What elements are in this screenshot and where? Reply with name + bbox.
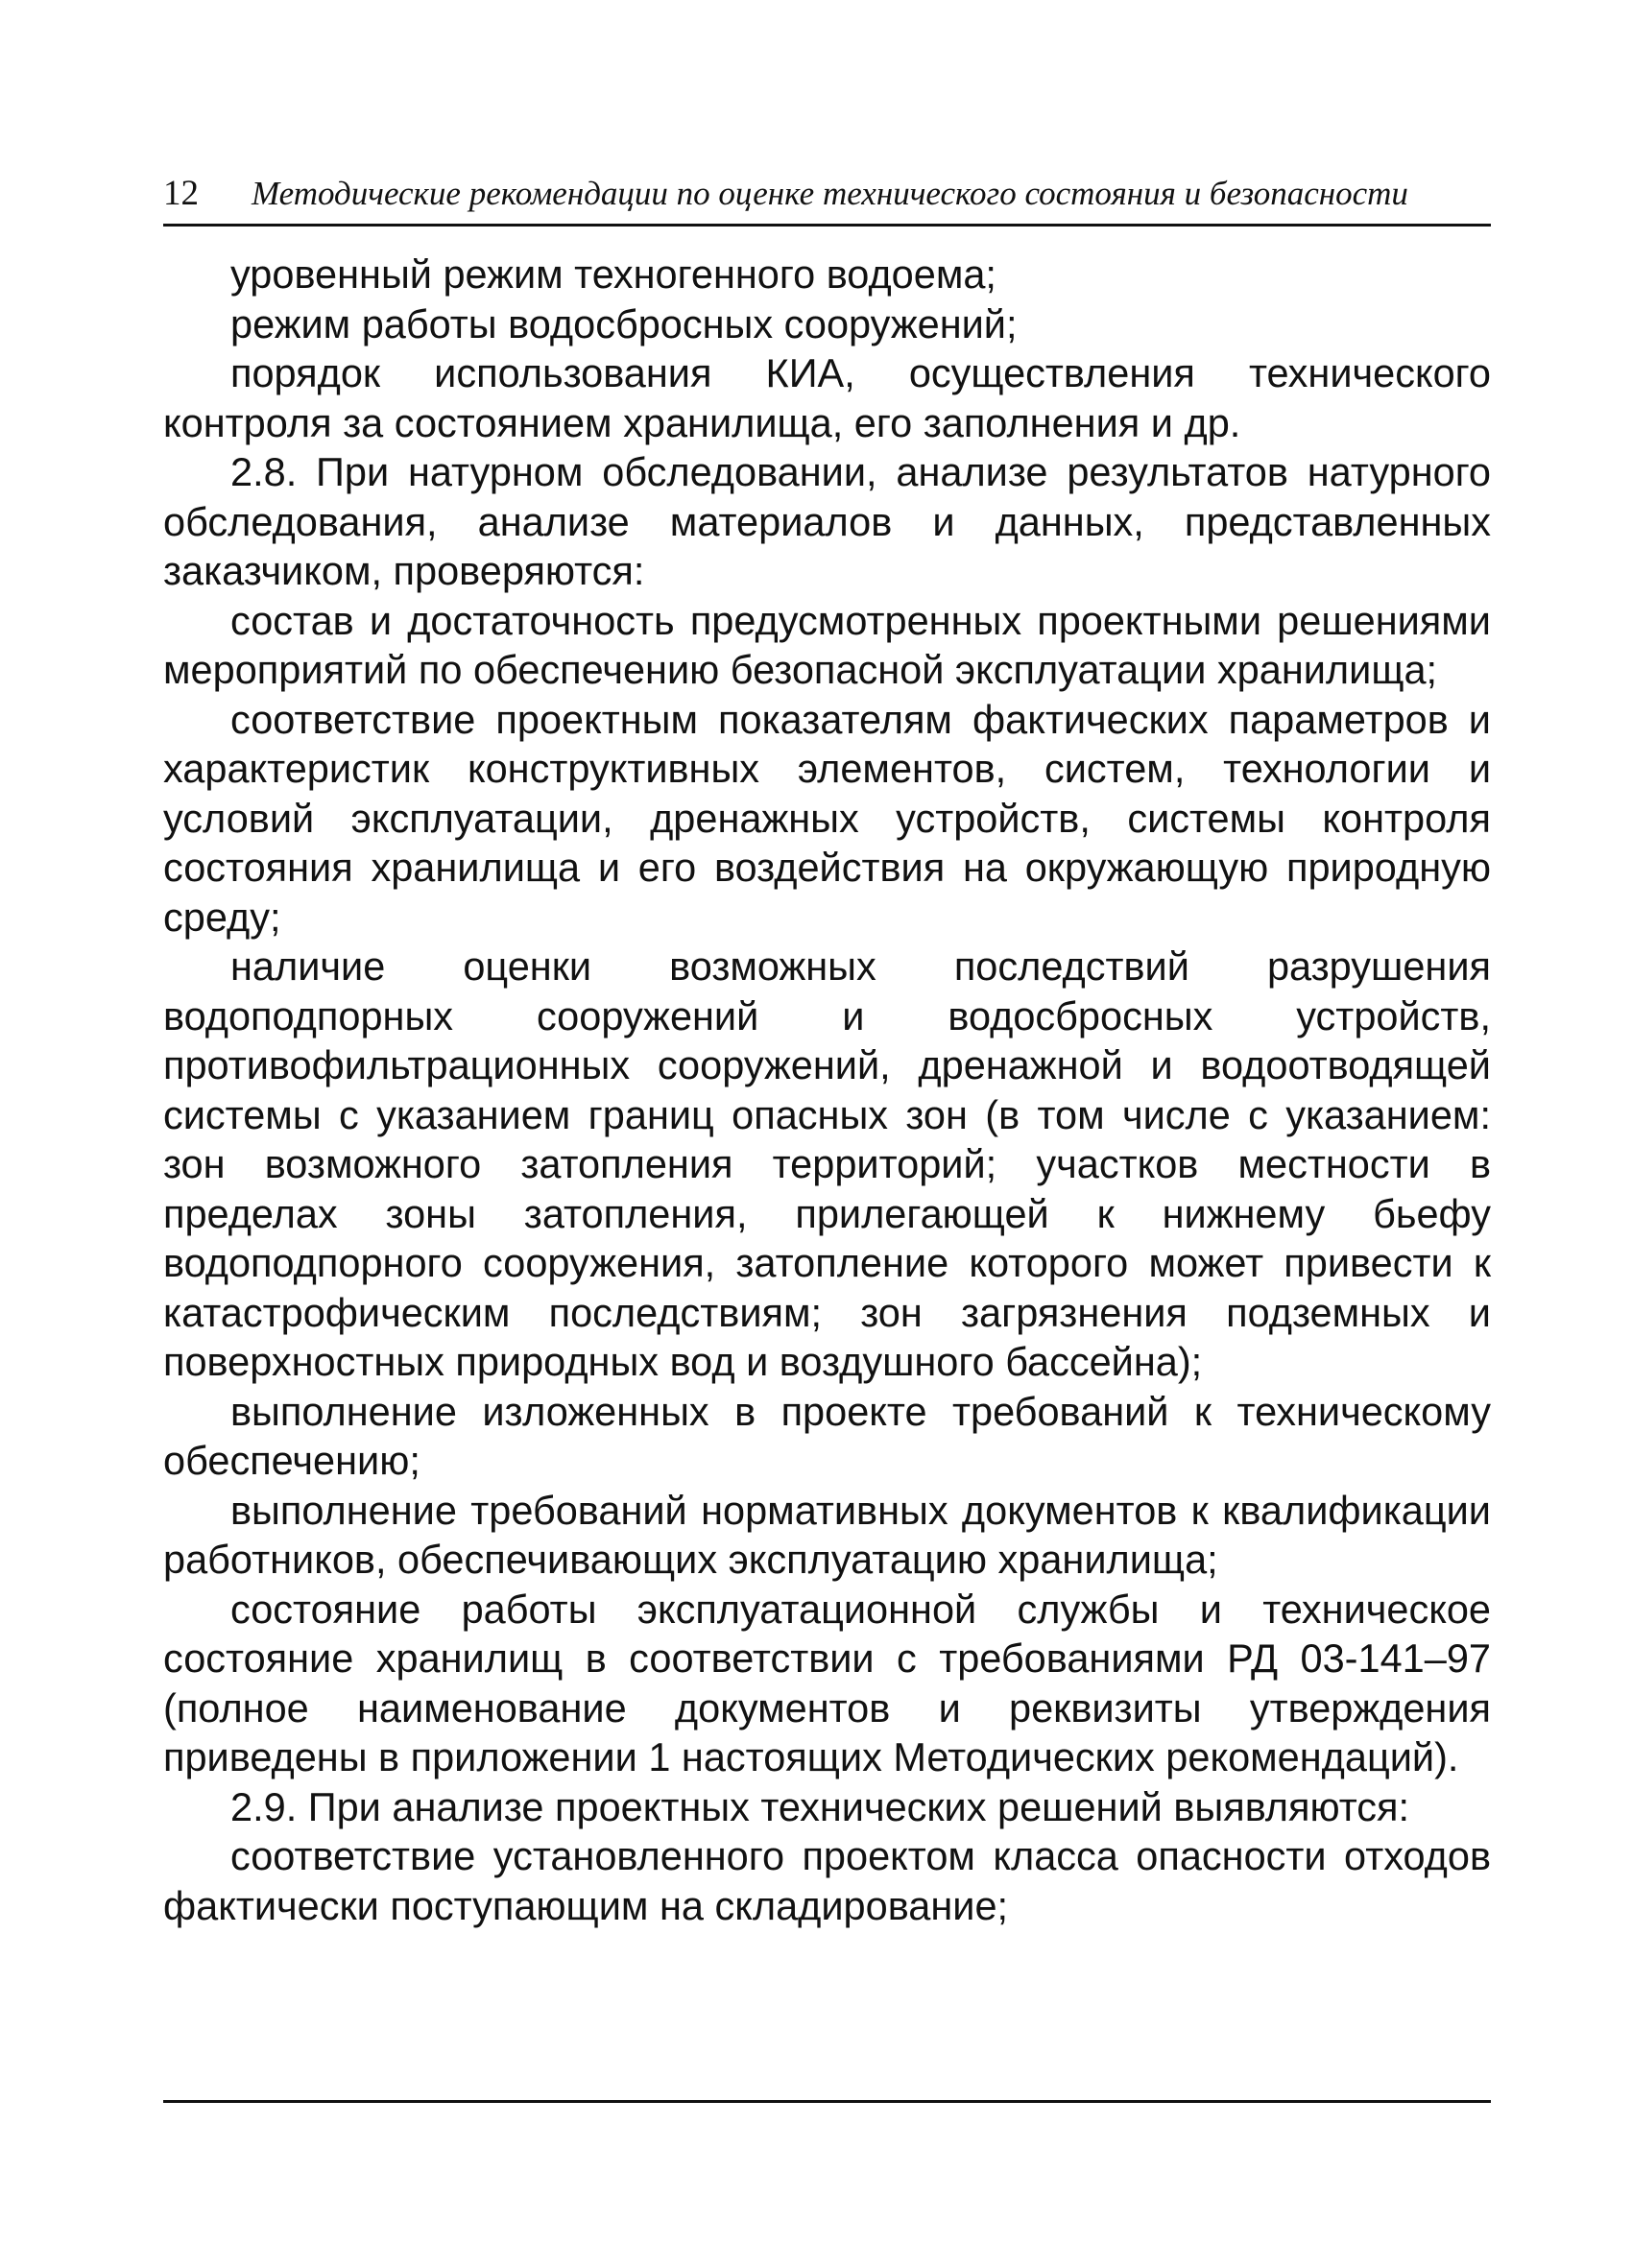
page-number: 12 bbox=[163, 174, 199, 213]
paragraph: выполнение требований нормативных документов к квалификации работников, обеспечивающих эксплуатацию хранилища; bbox=[163, 1487, 1491, 1582]
paragraph: выполнение изложенных в проекте требований к техническому обеспечению; bbox=[163, 1388, 1491, 1483]
running-title: Методические рекомендации по оценке технического состояния и безопасности bbox=[252, 175, 1408, 212]
paragraph: состав и достаточность предусмотренных проектными решениями мероприятий по обеспечению безопасной эксплуатации хранилища; bbox=[163, 597, 1491, 692]
paragraph: состояние работы эксплуатационной службы и техническое состояние хранилищ в соответствии с требованиями РД 03-141–97 (полное наименование документов и реквизиты утверждения приведены в приложении 1 настоящих Методических рекомендаций). bbox=[163, 1586, 1491, 1779]
footer-rule bbox=[163, 2100, 1491, 2103]
paragraph: режим работы водосбросных сооружений; bbox=[230, 300, 1018, 346]
paragraph: порядок использования КИА, осуществления технического контроля за состоянием хранилища, его заполнения и др. bbox=[163, 350, 1491, 445]
paragraph: соответствие проектным показателям фактических параметров и характеристик конструктивных элементов, систем, технологии и условий эксплуатации, дренажных устройств, системы контроля состояния хранилища и его воздействия на окружающую природную среду; bbox=[163, 696, 1491, 940]
paragraph: 2.9. При анализе проектных технических решений выявляются: bbox=[230, 1783, 1409, 1829]
paragraph: соответствие установленного проектом класса опасности отходов фактически поступающим на складирование; bbox=[163, 1833, 1491, 1928]
page-header bbox=[163, 173, 1491, 227]
body-text bbox=[163, 250, 1491, 1930]
paragraph: 2.8. При натурном обследовании, анализе результатов натурного обследования, анализе материалов и данных, представленных заказчиком, проверяются: bbox=[163, 449, 1491, 593]
paragraph: наличие оценки возможных последствий разрушения водоподпорных сооружений и водосбросных устройств, противофильтрационных сооружений, дренажной и водоотводящей системы с указанием границ опасных зон (в том числе с указанием: зон возможного затопления территорий; участков местности в пределах зоны затопления, прилегающей к нижнему бьефу водоподпорного сооружения, затопление которого может привести к катастрофическим последствиям; зон загрязнения подземных и поверхностных природных вод и воздушного бассейна); bbox=[163, 943, 1491, 1384]
paragraph: уровенный режим техногенного водоема; bbox=[230, 251, 996, 297]
